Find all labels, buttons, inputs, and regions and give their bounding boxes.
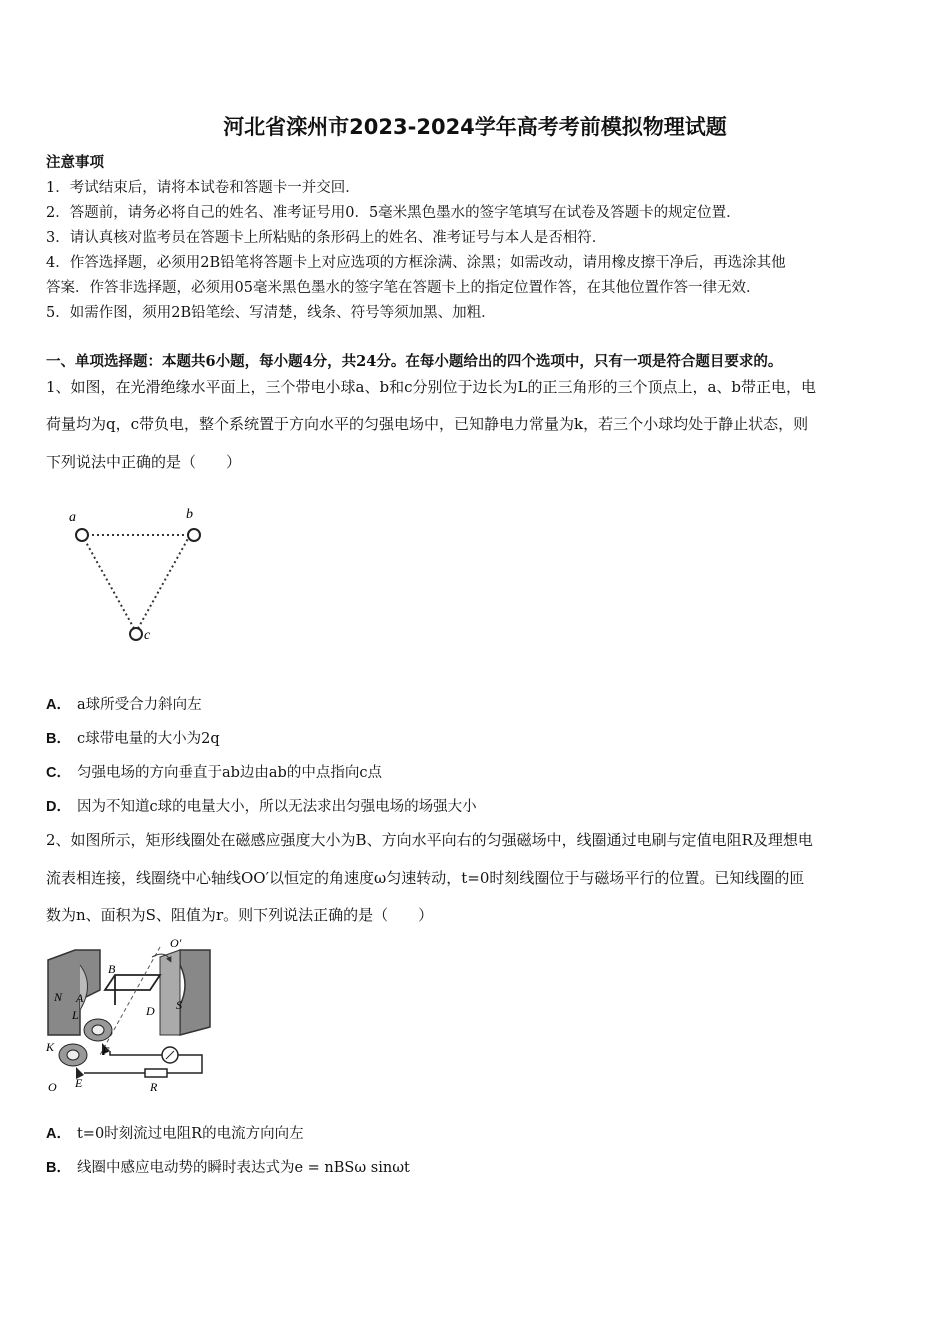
ball-b [188, 529, 200, 541]
question-1-line: 荷量均为q，c带负电，整个系统置于方向水平的匀强电场中，已知静电力常量为k，若三个小球均处于静止状态，则 [46, 415, 809, 433]
notice-item: 3．请认真核对监考员在答题卡上所粘贴的条形码上的姓名、准考证号与本人是否相符． [46, 230, 607, 246]
option-b: B． 线圈中感应电动势的瞬时表达式为e = nBSω sinωt [46, 1160, 410, 1176]
question-1-line: 下列说法中正确的是（ ） [46, 453, 242, 471]
option-b: B． c球带电量的大小为2q [46, 731, 220, 747]
question-2-line: 流表相连接，线圈绕中心轴线OO′以恒定的角速度ω匀速转动，t=0时刻线圈位于与磁场平行的位置。已知线圈的匝 [46, 869, 805, 887]
section-heading: 一、单项选择题：本题共6小题，每小题4分，共24分。在每小题给出的四个选项中，只有一项是符合题目要求的。 [46, 353, 783, 370]
label-e: E [75, 1076, 83, 1090]
label-l: L [72, 1008, 79, 1022]
label-s: S [176, 998, 182, 1012]
triangle-figure [60, 500, 220, 650]
label-k: K [46, 1040, 55, 1054]
label-r: R [150, 1080, 158, 1094]
notice-item: 5．如需作图，须用2B铅笔绘、写清楚，线条、符号等须加黑、加粗． [46, 305, 496, 321]
label-o-prime: O′ [170, 936, 182, 950]
label-b: B [108, 962, 116, 976]
generator-figure [40, 935, 230, 1095]
option-c: C． 匀强电场的方向垂直于ab边由ab的中点指向c点 [46, 765, 382, 781]
label-b: b [186, 507, 193, 522]
option-a: A． t=0时刻流过电阻R的电流方向向左 [46, 1126, 304, 1142]
notice-item: 2．答题前，请务必将自己的姓名、准考证号用0．5毫米黑色墨水的签字笔填写在试卷及答题卡的规定位置． [46, 205, 741, 221]
label-a: a [69, 510, 76, 525]
question-2-line: 2、如图所示，矩形线圈处在磁感应强度大小为B、方向水平向右的匀强磁场中，线圈通过电刷与定值电阻R及理想电 [46, 831, 813, 849]
notice-item: 4．作答选择题，必须用2B铅笔将答题卡上对应选项的方框涂满、涂黑；如需改动，请用橡皮擦干净后，再选涂其他 [46, 255, 786, 271]
page-title: 河北省滦州市2023-2024学年高考考前模拟物理试题 [223, 115, 727, 139]
label-a: A [76, 991, 84, 1005]
label-d: D [146, 1004, 155, 1018]
question-1-line: 1、如图，在光滑绝缘水平面上，三个带电小球a、b和c分别位于边长为L的正三角形的三个顶点上，a、b带正电，电 [46, 378, 817, 396]
ball-c [130, 628, 142, 640]
ball-a [76, 529, 88, 541]
notice-item: 1．考试结束后，请将本试卷和答题卡一并交回． [46, 180, 360, 196]
label-c: c [144, 628, 151, 643]
label-f: F [102, 1044, 110, 1058]
label-o: O [48, 1080, 57, 1094]
label-n: N [54, 990, 63, 1004]
question-2-line: 数为n、面积为S、阻值为r。则下列说法正确的是（ ） [46, 906, 434, 924]
notice-heading: 注意事项 [46, 154, 104, 171]
option-d: D． 因为不知道c球的电量大小，所以无法求出匀强电场的场强大小 [46, 799, 477, 815]
option-a: A． a球所受合力斜向左 [46, 697, 202, 713]
notice-item: 答案．作答非选择题，必须用05毫米黑色墨水的签字笔在答题卡上的指定位置作答，在其他位置作答一律无效． [46, 280, 761, 296]
